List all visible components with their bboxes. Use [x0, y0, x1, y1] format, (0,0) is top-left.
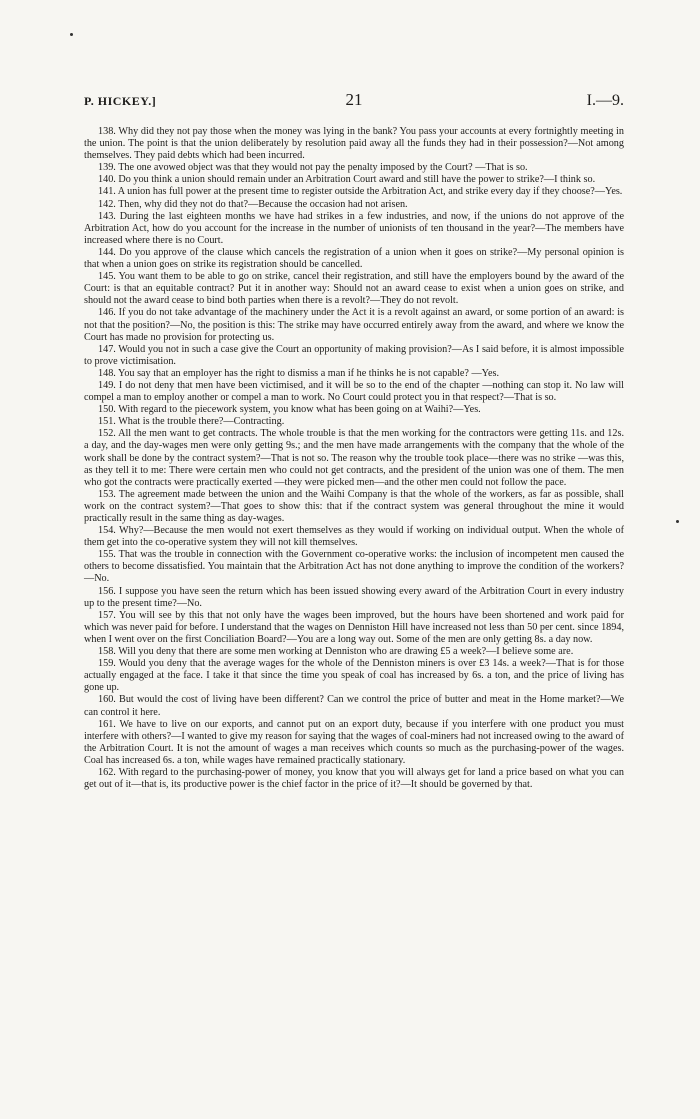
question-138: 138. Why did they not pay those when the money was lying in the bank? You pass your accounts at every fortnightly meeting in the union. The point is that the union deliberately by resolution paid away all the funds they had in their possession?—Not among themselves. They paid debts which had been incurred.: [84, 126, 624, 162]
page-header: [84, 92, 624, 114]
question-150: 150. With regard to the piecework system, you know what has been going on at Waihi?—Yes.: [98, 404, 481, 416]
question-161: 161. We have to live on our exports, and cannot put on an export duty, because if you interfere with one product you must interfere with others?—I wanted to give my reason for saying that the wages of coal-miners had not increased owing to the award of the Arbitration Court. It is not the amount of wages a man receives which counts so much as the purchasing-power of the wages. Coal has increased 6s. a ton, while wages have remained practically stationary.: [84, 718, 624, 766]
question-162: 162. With regard to the purchasing-power of money, you know that you will always get for land a price based on what you can get out of it—that is, its productive power is the chief factor in the price of it?—It should be governed by that.: [84, 766, 624, 791]
question-140: 140. Do you think a union should remain under an Arbitration Court award and still have the power to strike?—I think so.: [98, 174, 596, 186]
question-146: 146. If you do not take advantage of the machinery under the Act it is a revolt against an award, or some portion of an award: is not that the position?—No, the position is this: The strike may have occurred entirely away from the award, and where we know the Court has made no provision for protecting us.: [84, 307, 624, 343]
page-number: 21: [345, 90, 363, 109]
question-153: 153. The agreement made between the union and the Waihi Company is that the whole of the workers, as far as possible, shall work on the contract system?—That goes to show this: that if the contract system was general throughout the mine it would practically result in the same thing as day-wages.: [84, 488, 624, 524]
question-144: 144. Do you approve of the clause which cancels the registration of a union when it goes on strike?—My personal opinion is that when a union goes on strike its registration should be cancelled.: [84, 246, 624, 271]
question-145: 145. You want them to be able to go on strike, cancel their registration, and still have the employers bound by the award of the Court: is that an equitable contract? Put it in another way: Should not an award cease to exist when a union goes on strike, and should not the award cease to bind both parties when there is a revolt?—They do not revolt.: [84, 271, 624, 307]
question-154: 154. Why?—Because the men would not exert themselves as they would if working on individual output. When the whole of them get into the co-operative system they will not kill themselves.: [84, 525, 624, 549]
question-141: 141. A union has full power at the present time to register outside the Arbitration Act, and strike every day if they choose?—Yes.: [98, 186, 623, 198]
question-139: 139. The one avowed object was that they would not pay the penalty imposed by the Court? —That is so.: [98, 162, 528, 174]
question-142: 142. Then, why did they not do that?—Because the occasion had not arisen.: [98, 198, 408, 210]
question-148: 148. You say that an employer has the right to dismiss a man if he thinks he is not capable? —Yes.: [98, 367, 500, 379]
question-156: 156. I suppose you have seen the return which has been issued showing every award of the Arbitration Court in every industry up to the present time?—No.: [84, 585, 624, 609]
page-speck-top: [70, 33, 73, 36]
question-160: 160. But would the cost of living have been different? Can we control the price of butter and meat in the Home market?—We can control it here.: [84, 694, 624, 718]
question-143: 143. During the last eighteen months we have had strikes in a few industries, and now, if the unions do not approve of the Arbitration Act, how do you account for the increase in the number of unionists of ten thousand in the year?—The members have increased where there is no Court.: [84, 210, 624, 246]
question-151: 151. What is the trouble there?—Contracting.: [98, 416, 285, 428]
document-page: [84, 92, 624, 791]
question-158: 158. Will you deny that there are some men working at Denniston who are drawing £5 a week?—I believe some are.: [98, 646, 574, 658]
question-157: 157. You will see by this that not only have the wages been improved, but the hours have been shortened and work paid for which was never paid for before. I understand that the wages on Denniston Hill have increased not less than 50 per cent. since 1894, when I went over on the first Conciliation Board?—You are a long way out. Some of the men are only getting 8s. a day now.: [84, 609, 624, 645]
page-speck-right: [676, 520, 679, 523]
header-witness: P. HICKEY.]: [84, 94, 157, 108]
question-155: 155. That was the trouble in connection with the Government co-operative works: the inclusion of incompetent men caused the others to become dissatisfied. You maintain that the Arbitration Act has not done anything to improve the condition of the workers?—No.: [84, 549, 624, 585]
testimony-body: [84, 126, 624, 791]
question-147: 147. Would you not in such a case give the Court an opportunity of making provision?—As I said before, it is almost impossible to prove victimisation.: [84, 343, 624, 367]
question-149: 149. I do not deny that men have been victimised, and it will be so to the end of the chapter —nothing can stop it. No law will compel a man to employ another or compel a man to work. No Court could protect you in that respect?—That is so.: [84, 379, 624, 404]
question-159: 159. Would you deny that the average wages for the whole of the Denniston miners is over £3 14s. a week?—That is for those actually engaged at the face. I take it that since the time you speak of coal has increased by 6s. a ton, and the price of living has gone up.: [84, 658, 624, 694]
document-reference: I.—9.: [586, 92, 624, 109]
question-152: 152. All the men want to get contracts. The whole trouble is that the men working for the contractors were getting 11s. and 12s. a day, and the day-wages men were only getting 9s.; and the men have made arrangements with the company that the whole of the work shall be done by the contract system?—That is not so. The reason why the trouble took place—there was no strike —was this, as they tell it to me: There were certain men who could not get contracts, and the president of the union was one of them. The men who got the contracts were practically exerted —they were picked men—and the other men could not follow the pace.: [84, 428, 624, 488]
